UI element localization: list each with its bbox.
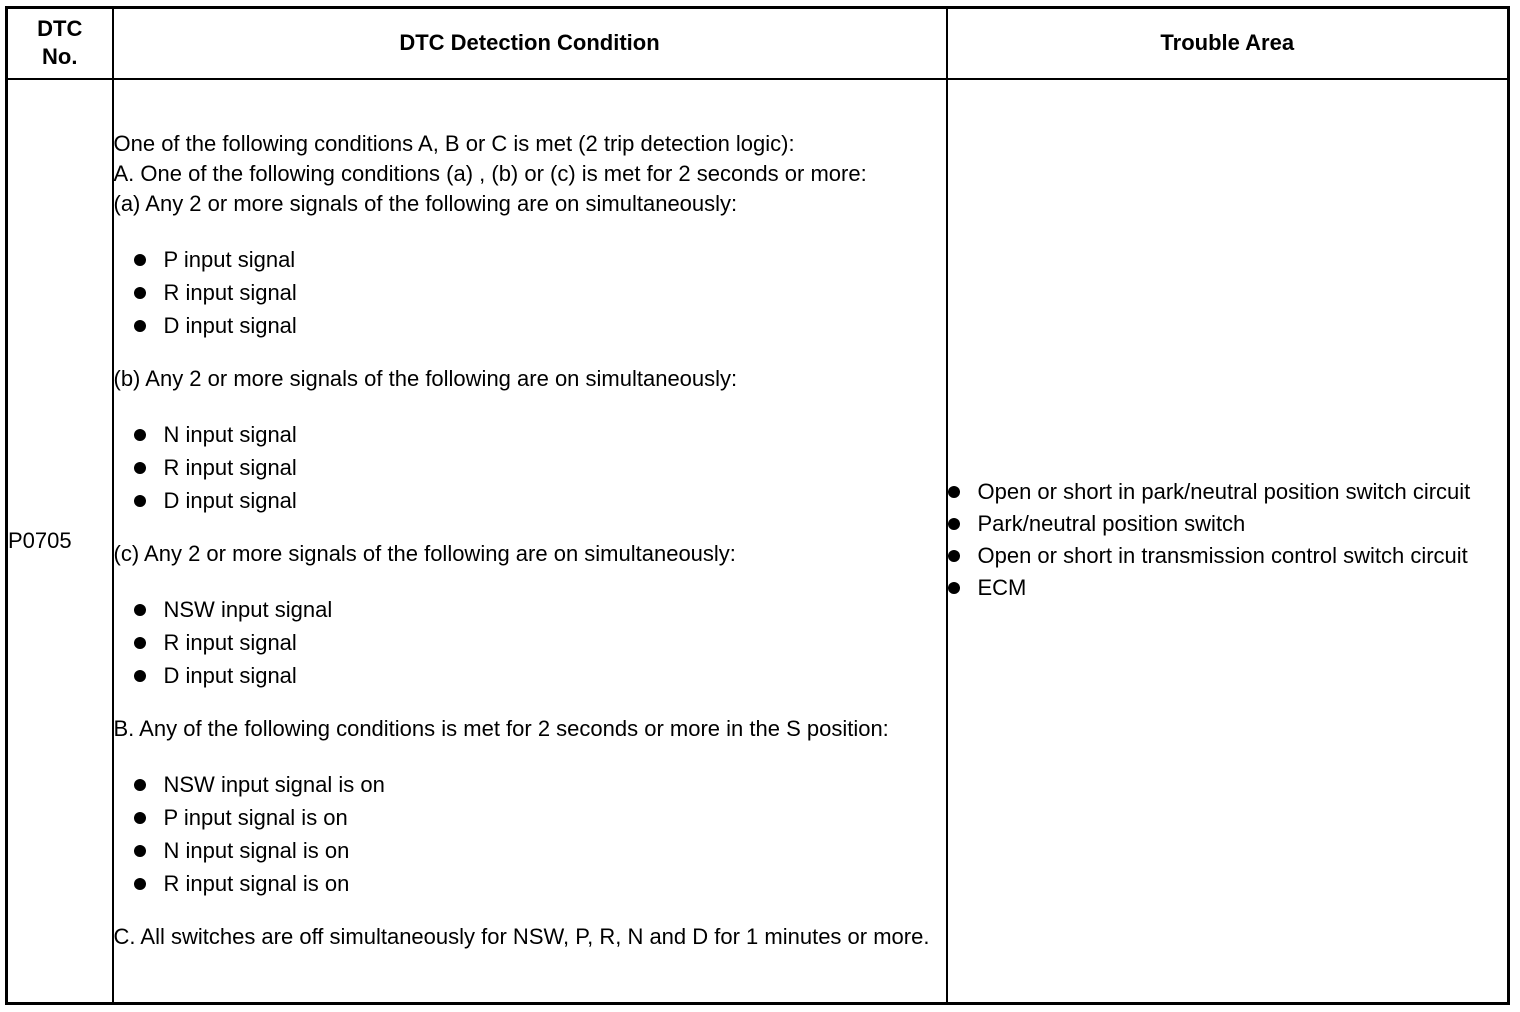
condition-a-sub-b-list <box>114 418 946 517</box>
list-item <box>134 276 946 309</box>
list-item-text: Open or short in transmission control switch circuit <box>977 542 1468 568</box>
header-dtc-no-line2: No. <box>42 44 78 70</box>
condition-b-list <box>114 768 946 900</box>
list-item-text: R input signal <box>163 455 297 481</box>
header-dtc-no <box>7 8 113 79</box>
header-trouble-area: Trouble Area <box>947 8 1509 79</box>
bullet-icon <box>948 518 960 530</box>
list-item-text: ECM <box>977 574 1027 600</box>
list-item-text: R input signal is on <box>163 871 350 897</box>
bullet-icon <box>134 320 146 332</box>
list-item <box>134 309 946 342</box>
header-detection-condition: DTC Detection Condition <box>113 8 947 79</box>
bullet-icon <box>134 670 146 682</box>
bullet-icon <box>134 254 146 266</box>
bullet-icon <box>134 495 146 507</box>
bullet-icon <box>134 878 146 890</box>
list-item <box>134 626 946 659</box>
list-item <box>948 509 1508 539</box>
list-item <box>134 593 946 626</box>
list-item <box>134 768 946 801</box>
table-row <box>7 79 1509 1004</box>
list-item-text: R input signal <box>163 630 297 656</box>
list-item <box>948 477 1508 507</box>
header-dtc-no-line1: DTC <box>37 16 83 42</box>
dtc-code: P0705 <box>7 79 113 1004</box>
list-item-text: D input signal <box>163 488 297 514</box>
list-item <box>134 834 946 867</box>
bullet-icon <box>134 604 146 616</box>
detection-condition-cell <box>113 79 947 1004</box>
bullet-icon <box>134 845 146 857</box>
list-item <box>134 867 946 900</box>
header-row <box>7 8 1509 79</box>
condition-c-text: C. All switches are off simultaneously for NSW, P, R, N and D for 1 minutes or more. <box>113 924 930 950</box>
list-item-text: NSW input signal <box>163 597 333 623</box>
list-item <box>134 418 946 451</box>
list-item <box>134 659 946 692</box>
list-item <box>134 243 946 276</box>
bullet-icon <box>134 287 146 299</box>
list-item-text: N input signal <box>163 422 297 448</box>
list-item <box>134 801 946 834</box>
trouble-area-cell <box>947 79 1509 1004</box>
list-item-text: Open or short in park/neutral position switch circuit <box>977 478 1471 504</box>
condition-a-sub-a-list <box>114 243 946 342</box>
condition-a-intro: A. One of the following conditions (a) , (b) or (c) is met for 2 seconds or more: <box>113 161 867 187</box>
list-item-text: P input signal <box>163 247 296 273</box>
condition-a-sub-c-list <box>114 593 946 692</box>
bullet-icon <box>134 779 146 791</box>
condition-a-sub-b-title: (b) Any 2 or more signals of the following are on simultaneously: <box>113 366 738 392</box>
bullet-icon <box>948 550 960 562</box>
list-item <box>948 541 1508 571</box>
condition-intro: One of the following conditions A, B or C is met (2 trip detection logic): <box>113 131 795 157</box>
bullet-icon <box>948 582 960 594</box>
list-item <box>948 573 1508 603</box>
list-item-text: Park/neutral position switch <box>977 510 1246 536</box>
list-item <box>134 484 946 517</box>
list-item <box>134 451 946 484</box>
list-item-text: NSW input signal is on <box>163 772 385 798</box>
list-item-text: D input signal <box>163 663 297 689</box>
bullet-icon <box>134 812 146 824</box>
list-item-text: R input signal <box>163 280 297 306</box>
list-item-text: N input signal is on <box>163 838 350 864</box>
bullet-icon <box>134 462 146 474</box>
bullet-icon <box>948 486 960 498</box>
bullet-icon <box>134 637 146 649</box>
trouble-area-list <box>948 477 1508 603</box>
condition-a-sub-c-title: (c) Any 2 or more signals of the following are on simultaneously: <box>113 541 736 567</box>
condition-b-title: B. Any of the following conditions is met for 2 seconds or more in the S position: <box>113 716 889 742</box>
dtc-table <box>5 6 1510 1005</box>
list-item-text: P input signal is on <box>163 805 348 831</box>
list-item-text: D input signal <box>163 313 297 339</box>
bullet-icon <box>134 429 146 441</box>
condition-a-sub-a-title: (a) Any 2 or more signals of the following are on simultaneously: <box>113 191 738 217</box>
